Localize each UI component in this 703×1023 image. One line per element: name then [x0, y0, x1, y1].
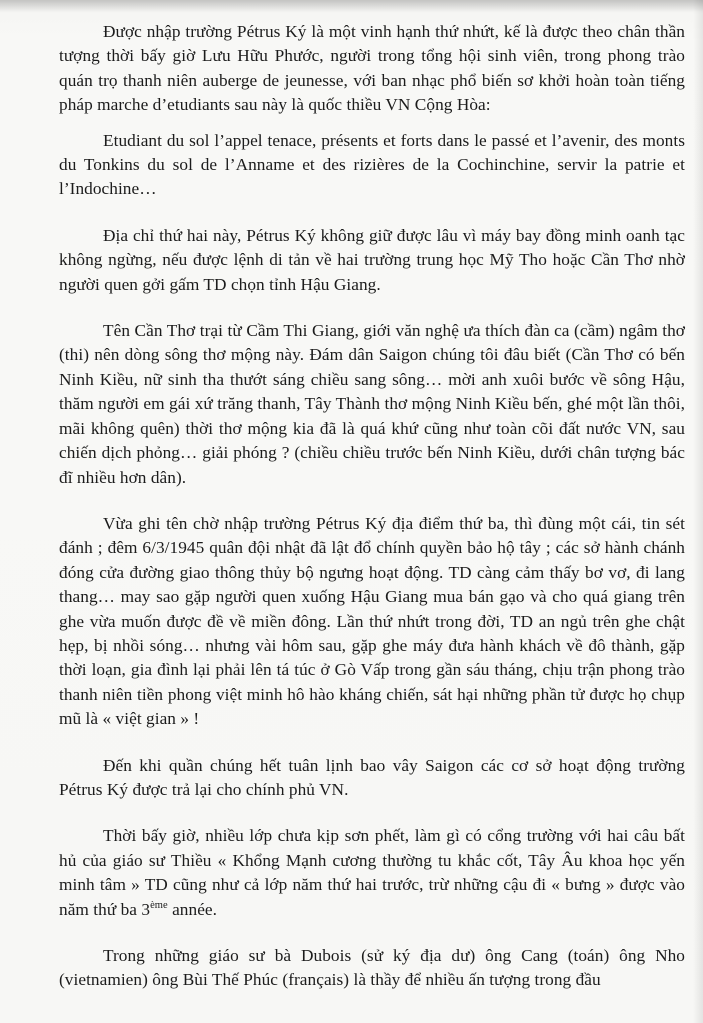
- paragraph-french-anthem: Etudiant du sol l’appel tenace, présents et forts dans le passé et l’avenir, des monts du Tonkins du sol de l’Anname et des rizières de la Cochinchine, servir la patrie et l’Indochine…: [59, 130, 685, 199]
- paragraph: [59, 824, 685, 922]
- paragraph-text-tail: année.: [167, 899, 218, 919]
- paragraph: Tên Cần Thơ trại từ Cầm Thi Giang, giới văn nghệ ưa thích đàn ca (cầm) ngâm thơ (thi) nên dòng sông thơ mộng này. Đám dân Saigon chúng tôi đâu biết (Cần Thơ có bến Ninh Kiều, nữ sinh tha thướt sáng chiều sang sông… mời anh xuôi bước về sông Hậu, thăm người em gái xứ trăng thanh, Tây Thành thơ mộng Ninh Kiều bến, ghé một lần thôi, mãi không quên) thời thơ mộng kia đã là quá khứ cũng như toàn cõi đất nước VN, sau chiến dịch phỏng… giải phóng ? (chiều chiều trước bến Ninh Kiều, dưới chân tượng bác đĩ nhiều hơn dân).: [59, 321, 685, 487]
- scan-right-shadow: [693, 0, 703, 1023]
- paragraph: Đến khi quần chúng hết tuân lịnh bao vây Saigon các cơ sở hoạt động trường Pétrus Ký được trả lại cho chính phủ VN.: [59, 755, 685, 799]
- paragraph: Trong những giáo sư bà Dubois (sử ký địa dư) ông Cang (toán) ông Nho (vietnamien) ông Bùi Thế Phúc (français) là thầy để nhiều ấn tượng trong đầu: [59, 946, 685, 990]
- paragraph-text: Thời bấy giờ, nhiều lớp chưa kịp sơn phết, làm gì có cổng trường với hai câu bất hủ của giáo sư Thiều « Khổng Mạnh cương thường tu khắc cốt, Tây Âu khoa học yến minh tâm » TD cũng như cả lớp năm thứ hai trước, trừ những cậu đi « bưng » được vào năm thứ ba 3: [59, 826, 685, 919]
- scan-top-bleed: [0, 0, 703, 12]
- paragraph: Địa chỉ thứ hai này, Pétrus Ký không giữ được lâu vì máy bay đồng minh oanh tạc không ngừng, nếu được lệnh di tản về hai trường trung học Mỹ Tho hoặc Cần Thơ nhờ người quen gởi gấm TD chọn tỉnh Hậu Giang.: [59, 225, 685, 294]
- document-body: [59, 20, 685, 993]
- paragraph: Được nhập trường Pétrus Ký là một vinh hạnh thứ nhứt, kế là được theo chân thần tượng thời bấy giờ Lưu Hữu Phước, người trong tổng hội sinh viên, trong phong trào quán trọ thanh niên auberge de jeunesse, với ban nhạc phổ biến sơ khởi hoàn toàn tiếng pháp marche d’etudiants sau này là quốc thiều VN Cộng Hòa:: [59, 22, 685, 115]
- paragraph: Vừa ghi tên chờ nhập trường Pétrus Ký địa điểm thứ ba, thì đùng một cái, tin sét đánh ; đêm 6/3/1945 quân đội nhật đã lật đổ chính quyền bảo hộ tây ; các sở hành chánh đóng cửa đường giao thông thủy bộ ngưng hoạt động. TD càng cảm thấy bơ vơ, đi lang thang… may sao gặp người quen xuống Hậu Giang mua bán gạo và cho quá giang trên ghe vừa muốn được đề về miền đông. Lần thứ nhứt trong đời, TD an ngủ trên ghe chật hẹp, bị nhồi sóng… nhưng vài hôm sau, gặp ghe máy đưa hành khách về đô thành, gặp thời loạn, gia đình lại phải lên tá túc ở Gò Vấp trong gần sáu tháng, chịu trận phong trào thanh niên tiền phong việt minh hô hào kháng chiến, sát hại những phần tử được họ chụp mũ là « việt gian » !: [59, 513, 685, 729]
- superscript: ème: [150, 899, 168, 911]
